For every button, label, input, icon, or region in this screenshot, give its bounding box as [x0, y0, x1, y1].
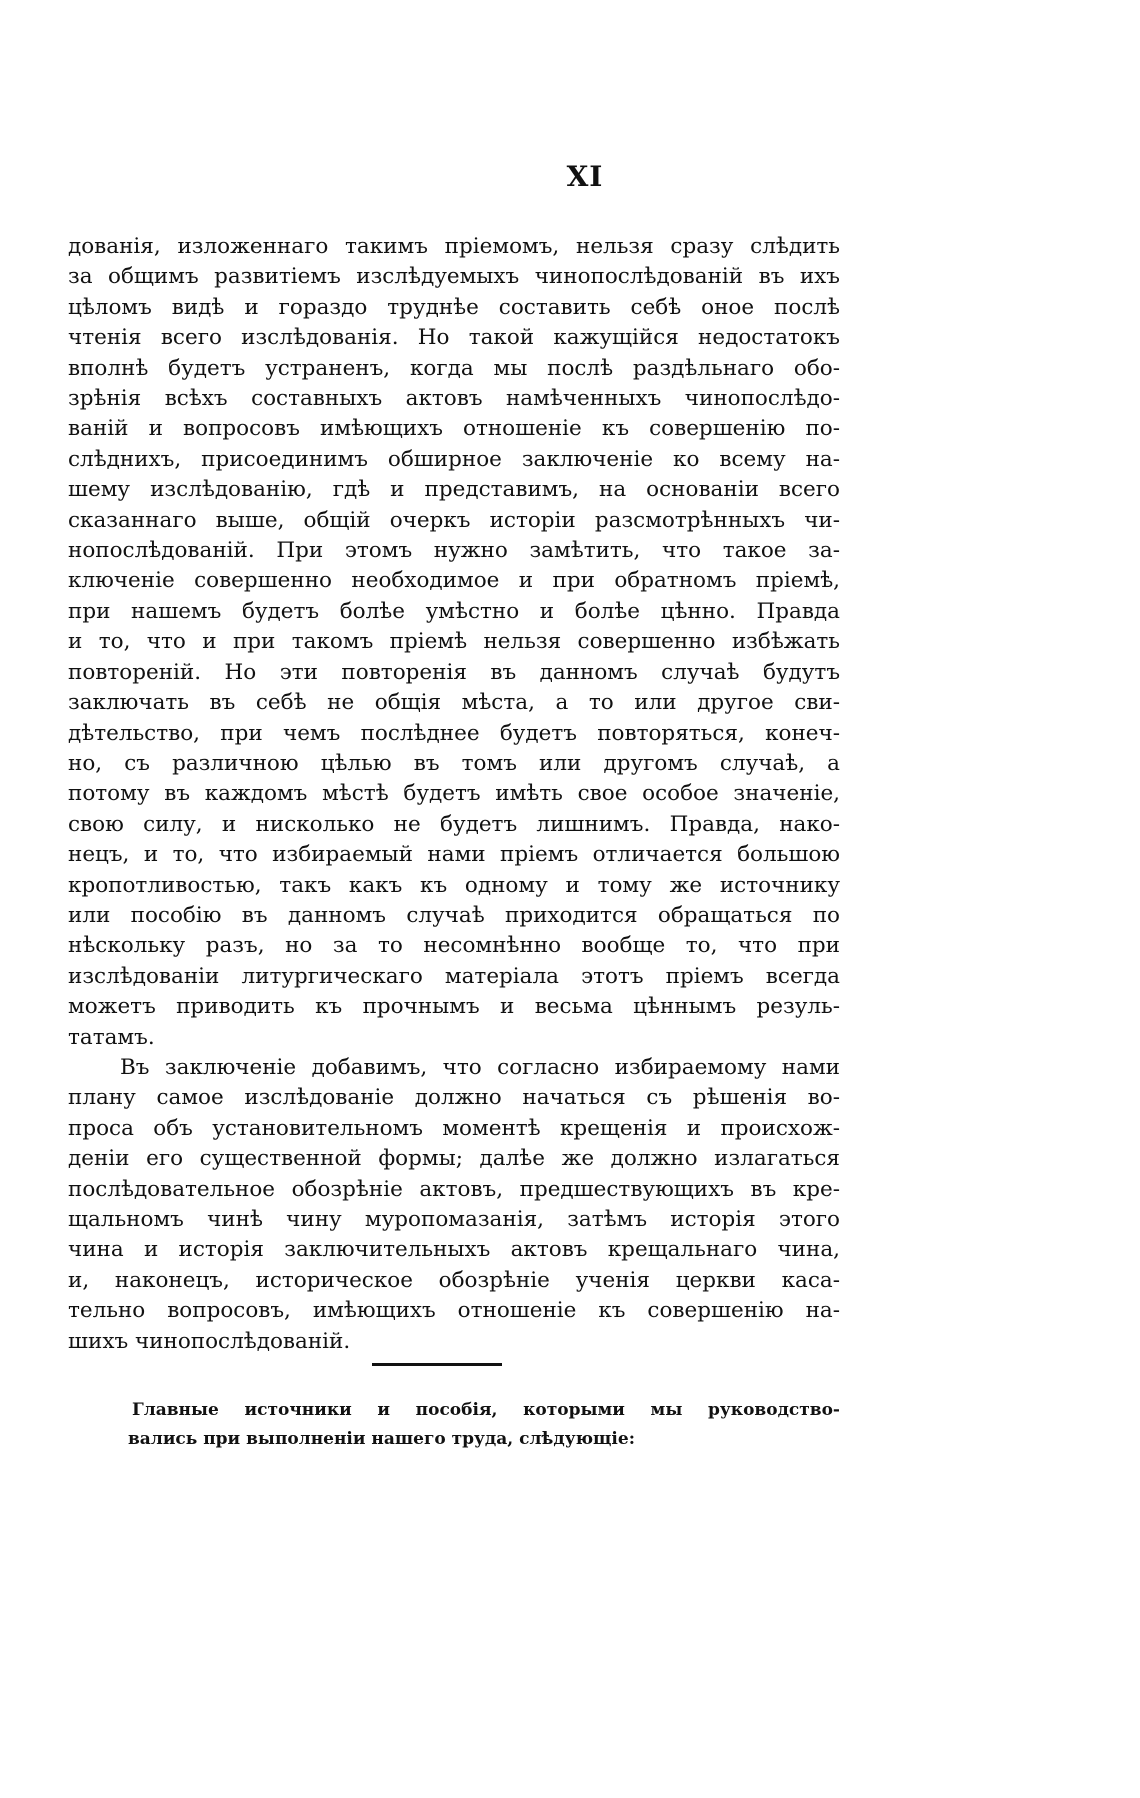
sources-heading — [128, 1396, 840, 1454]
text-line: Въ заключеніе добавимъ, что согласно избираемому нами — [120, 1054, 840, 1080]
text-line: повтореній. Но эти повторенія въ данномъ случаѣ будутъ — [68, 659, 840, 685]
text-line: щальномъ чинѣ чину муропомазанія, затѣмъ исторія этого — [68, 1207, 840, 1232]
text-line: дованія, изложеннаго такимъ пріемомъ, нельзя сразу слѣдить — [68, 234, 840, 259]
text-line: Главные источники и пособія, которыми мы руководство- — [132, 1400, 840, 1420]
text-line: нопослѣдованій. При этомъ нужно замѣтить, что такое за- — [68, 538, 840, 564]
page-number: XI — [566, 160, 604, 193]
text-line: ваній и вопросовъ имѣющихъ отношеніе къ совершенію по- — [68, 416, 840, 442]
text-line: зрѣнія всѣхъ составныхъ актовъ намѣченныхъ чинопослѣдо- — [68, 386, 840, 412]
main-text — [68, 232, 840, 1357]
text-line: и, наконецъ, историческое обозрѣніе ученія церкви каса- — [68, 1267, 840, 1293]
text-line: кропотливостью, такъ какъ къ одному и тому же источнику — [68, 872, 840, 898]
text-line: чтенія всего изслѣдованія. Но такой кажущійся недостатокъ — [68, 325, 840, 351]
text-line: за общимъ развитіемъ изслѣдуемыхъ чинопослѣдованій въ ихъ — [68, 264, 840, 290]
text-line: потому въ каждомъ мѣстѣ будетъ имѣть свое особое значеніе, — [68, 781, 840, 807]
text-line: свою силу, и нисколько не будетъ лишнимъ. Правда, нако- — [68, 811, 840, 837]
section-divider — [372, 1363, 502, 1366]
text-line: нецъ, и то, что избираемый нами пріемъ отличается большою — [68, 842, 840, 868]
text-line: деніи его существенной формы; далѣе же должно излагаться — [68, 1146, 840, 1172]
text-line: можетъ приводить къ прочнымъ и весьма цѣннымъ резуль- — [68, 994, 840, 1020]
text-line: шихъ чинопослѣдованій. — [68, 1328, 351, 1354]
text-line: цѣломъ видѣ и гораздо труднѣе составить себѣ оное послѣ — [68, 294, 840, 320]
text-line: изслѣдованіи литургическаго матеріала этотъ пріемъ всегда — [68, 963, 840, 989]
text-line: при нашемъ будетъ болѣе умѣстно и болѣе цѣнно. Правда — [68, 598, 840, 624]
text-line: чина и исторія заключительныхъ актовъ крещальнаго чина, — [68, 1237, 840, 1263]
text-line: и то, что и при такомъ пріемѣ нельзя совершенно избѣжать — [68, 629, 840, 655]
text-line: вполнѣ будетъ устраненъ, когда мы послѣ раздѣльнаго обо- — [68, 355, 840, 381]
paragraph-1 — [68, 232, 840, 1053]
text-line: нѣскольку разъ, но за то несомнѣнно вообще то, что при — [68, 933, 840, 959]
text-line: послѣдовательное обозрѣніе актовъ, предшествующихъ въ кре- — [68, 1176, 840, 1202]
text-line: заключать въ себѣ не общія мѣста, а то или другое сви- — [68, 690, 840, 716]
text-line: слѣднихъ, присоединимъ обширное заключеніе ко всему на- — [68, 446, 840, 472]
text-line: тельно вопросовъ, имѣющихъ отношеніе къ совершенію на- — [68, 1298, 840, 1324]
text-line: проса объ установительномъ моментѣ крещенія и происхож- — [68, 1115, 840, 1141]
text-line: ключеніе совершенно необходимое и при обратномъ пріемѣ, — [68, 568, 840, 594]
text-line: но, съ различною цѣлью въ томъ или другомъ случаѣ, а — [68, 750, 840, 776]
text-line: сказаннаго выше, общій очеркъ исторіи разсмотрѣнныхъ чи- — [68, 507, 840, 533]
text-line: дѣтельство, при чемъ послѣднее будетъ повторяться, конеч- — [68, 720, 840, 746]
text-line: плану самое изслѣдованіе должно начаться съ рѣшенія во- — [68, 1085, 840, 1111]
text-line: или пособію въ данномъ случаѣ приходится обращаться по — [68, 902, 840, 928]
text-line: татамъ. — [68, 1024, 155, 1050]
text-line: шему изслѣдованію, гдѣ и представимъ, на основаніи всего — [68, 477, 840, 503]
paragraph-2 — [68, 1053, 840, 1357]
text-line: вались при выполненіи нашего труда, слѣдующіе: — [128, 1429, 635, 1449]
